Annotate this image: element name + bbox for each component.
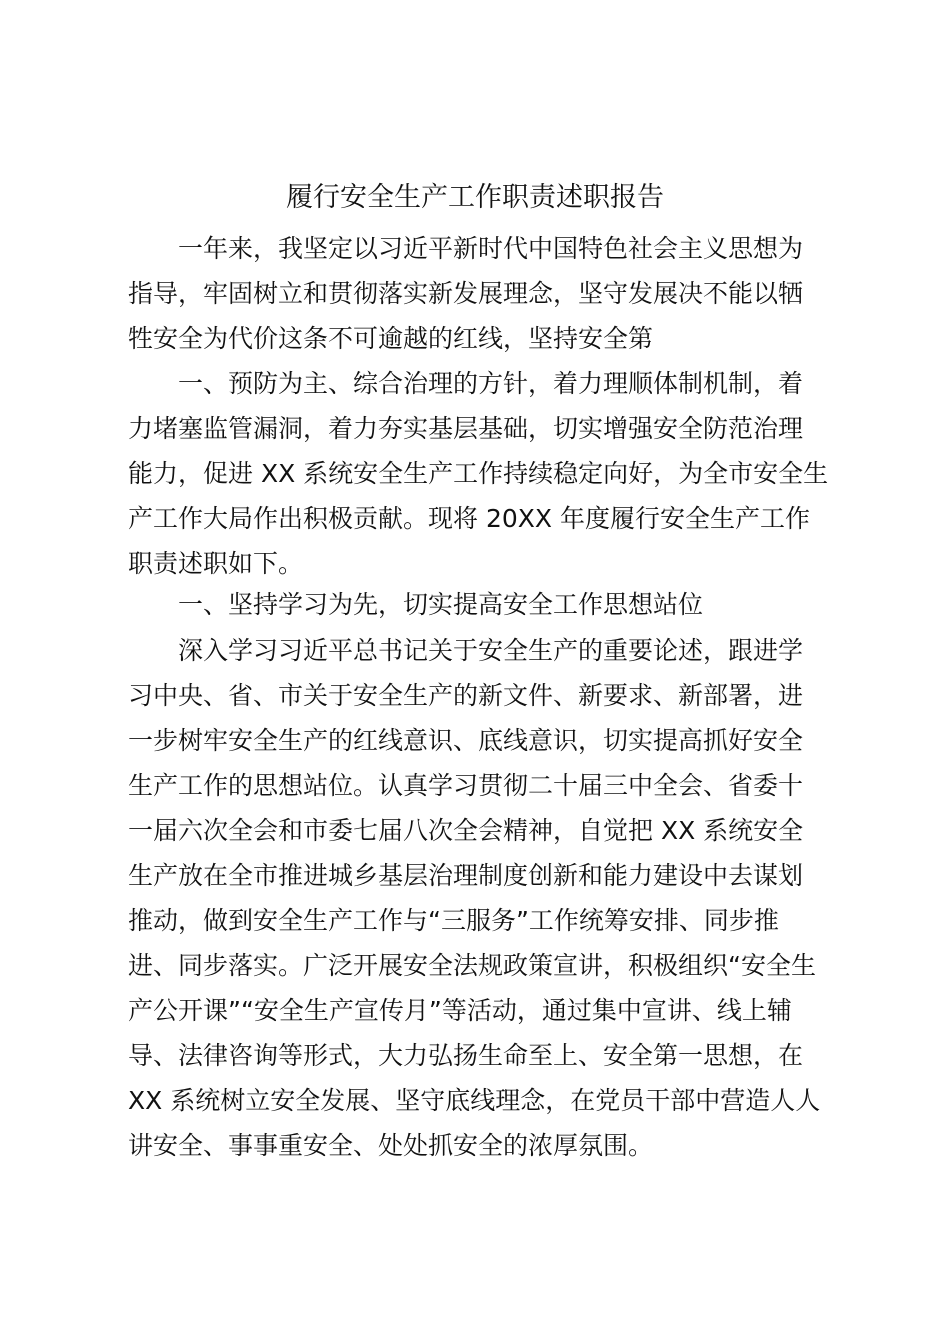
paragraph-intro <box>128 226 840 361</box>
text-line: 进、同步落实。广泛开展安全法规政策宣讲，积极组织“安全生 <box>128 951 816 980</box>
paragraph-policy <box>128 361 840 586</box>
text-line: 能力，促进 XX 系统安全生产工作持续稳定向好，为全市安全生 <box>128 459 829 488</box>
text-line: XX 系统树立安全发展、坚守底线理念，在党员干部中营造人人 <box>128 1086 821 1115</box>
section-heading-text: 一、坚持学习为先，切实提高安全工作思想站位 <box>178 590 704 619</box>
text-line: 牲安全为代价这条不可逾越的红线，坚持安全第 <box>128 324 654 353</box>
text-line: 产公开课”“安全生产宣传月”等活动，通过集中宣讲、线上辅 <box>128 996 792 1025</box>
text-line: 生产放在全市推进城乡基层治理制度创新和能力建设中去谋划 <box>128 861 804 890</box>
text-line: 推动，做到安全生产工作与“三服务”工作统筹安排、同步推 <box>128 906 779 935</box>
text-line: 一、预防为主、综合治理的方针，着力理顺体制机制，着 <box>178 369 804 398</box>
section-heading-1 <box>128 582 840 627</box>
text-line: 讲安全、事事重安全、处处抓安全的浓厚氛围。 <box>128 1131 654 1160</box>
text-line: 一步树牢安全生产的红线意识、底线意识，切实提高抓好安全 <box>128 726 804 755</box>
text-line: 职责述职如下。 <box>128 549 304 578</box>
text-line: 一年来，我坚定以习近平新时代中国特色社会主义思想为 <box>178 234 804 263</box>
text-line: 力堵塞监管漏洞，着力夯实基层基础，切实增强安全防范治理 <box>128 414 804 443</box>
text-line: 生产工作的思想站位。认真学习贯彻二十届三中全会、省委十 <box>128 771 804 800</box>
paragraph-study <box>128 628 840 1168</box>
text-line: 一届六次全会和市委七届八次全会精神，自觉把 XX 系统安全 <box>128 816 804 845</box>
text-line: 习中央、省、市关于安全生产的新文件、新要求、新部署，进 <box>128 681 804 710</box>
text-line: 指导，牢固树立和贯彻落实新发展理念，坚守发展决不能以牺 <box>128 279 804 308</box>
document-title: 履行安全生产工作职责述职报告 <box>286 182 664 213</box>
text-line: 产工作大局作出积极贡献。现将 20XX 年度履行安全生产工作 <box>128 504 810 533</box>
text-line: 深入学习习近平总书记关于安全生产的重要论述，跟进学 <box>178 636 804 665</box>
text-line: 导、法律咨询等形式，大力弘扬生命至上、安全第一思想，在 <box>128 1041 804 1070</box>
